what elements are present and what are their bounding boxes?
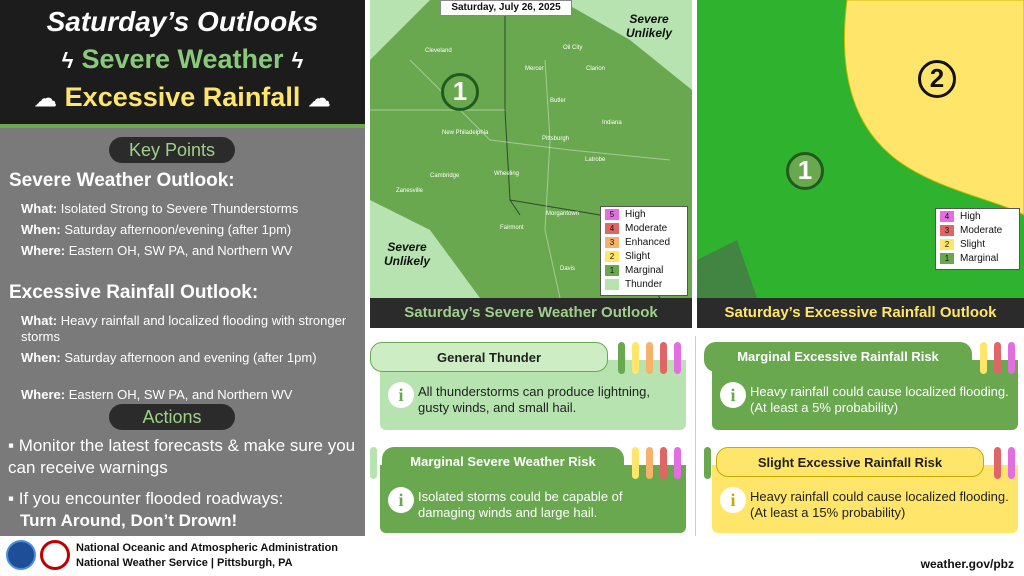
action-flooded-text: ▪ If you encounter flooded roadways:: [8, 489, 284, 508]
legend-swatch: 2: [940, 239, 954, 250]
legend-swatch: 2: [605, 251, 619, 262]
legend-item: [605, 265, 683, 279]
legend-item: [940, 253, 1015, 267]
level-tick: [980, 342, 987, 374]
noaa-logo: [6, 540, 36, 570]
level-tick: [1008, 342, 1015, 374]
city-label: Clarion: [586, 66, 606, 72]
severe-what: [21, 201, 351, 217]
key-points-pill: Key Points: [109, 137, 235, 163]
rain-where: [21, 387, 351, 403]
action-flooded-roads: [8, 488, 358, 532]
legend-swatch: 1: [940, 253, 954, 264]
level-tick: [704, 447, 711, 479]
info-icon: i: [388, 382, 414, 408]
city-label: Cambridge: [430, 173, 460, 179]
level-tick: [370, 447, 377, 479]
page-title: Saturday’s Outlooks: [46, 6, 319, 37]
city-label: Oil City: [563, 45, 583, 51]
city-label: Wheeling: [494, 171, 520, 177]
level-tick: [674, 447, 681, 479]
slight-risk-region: [844, 0, 1024, 215]
legend-label: Marginal: [625, 265, 664, 277]
legend-label: Thunder: [625, 279, 663, 291]
legend-swatch: 1: [605, 265, 619, 276]
legend-item: [940, 239, 1015, 253]
subtitle-severe-text: Severe Weather: [81, 44, 284, 74]
severe-when-label: When:: [21, 222, 61, 237]
city-label: Davis: [560, 266, 576, 272]
level-tick: [632, 447, 639, 479]
legend-swatch: 3: [940, 225, 954, 236]
info-icon: i: [720, 487, 746, 513]
severe-outlook-map: [370, 0, 692, 298]
city-label: Latrobe: [585, 157, 606, 163]
rain-cloud-icon: ☁: [34, 85, 57, 111]
general-thunder-title: General Thunder: [370, 342, 608, 372]
marginal-severe-desc: Isolated storms could be capable of damaging winds and large hail.: [418, 489, 623, 520]
severe-legend: [600, 206, 688, 296]
slight-rain-desc: Heavy rainfall could cause localized flooding. (At least a 15% probability): [750, 489, 1009, 520]
city-label: Pittsburgh: [542, 136, 570, 142]
city-label: Cleveland: [425, 48, 452, 54]
slight-risk-marker: 2: [918, 60, 956, 98]
rainfall-map-label: Saturday’s Excessive Rainfall Outlook: [697, 298, 1024, 328]
action-turn-around: Turn Around, Don’t Drown!: [20, 511, 238, 530]
rainfall-outlook-map: [697, 0, 1024, 298]
city-label: Butler: [550, 98, 566, 104]
map-date: Saturday, July 26, 2025: [440, 0, 572, 16]
legend-item: [940, 225, 1015, 239]
state-border-oh-pa: [505, 0, 520, 215]
level-tick: [994, 447, 1001, 479]
lightning-icon: ϟ: [61, 47, 74, 73]
level-tick: [646, 342, 653, 374]
highway: [545, 60, 560, 298]
level-tick: [646, 447, 653, 479]
level-tick: [994, 342, 1001, 374]
legend-item: [605, 209, 683, 223]
slight-rain-title: Slight Excessive Rainfall Risk: [716, 447, 984, 477]
severe-where: [21, 243, 351, 259]
severe-where-value: Eastern OH, SW PA, and Northern WV: [68, 243, 293, 258]
action-monitor: ▪ Monitor the latest forecasts & make sure you can receive warnings: [8, 436, 356, 477]
legend-item: [940, 211, 1015, 225]
office-name: National Weather Service | Pittsburgh, PA: [76, 557, 293, 569]
general-thunder-desc: All thunderstorms can produce lightning, gusty winds, and small hail.: [418, 384, 650, 415]
legend-label: High: [625, 209, 646, 221]
severe-outlook-title: Severe Weather Outlook:: [9, 170, 235, 191]
city-label: Indiana: [602, 120, 622, 126]
rain-when-label: When:: [21, 350, 61, 365]
severe-unlikely-ne: [626, 12, 672, 40]
rainfall-legend: [935, 208, 1020, 270]
legend-item: [605, 223, 683, 237]
card-divider: [695, 336, 696, 536]
legend-swatch: 4: [605, 223, 619, 234]
rain-when: [21, 350, 351, 366]
level-tick: [632, 342, 639, 374]
legend-swatch: 4: [940, 211, 954, 222]
level-tick: [674, 342, 681, 374]
severe-what-value: Isolated Strong to Severe Thunderstorms: [60, 201, 299, 216]
rain-what-label: What:: [21, 313, 58, 328]
rain-what-value: Heavy rainfall and localized flooding with stronger storms: [21, 313, 347, 344]
subtitle-rainfall: [0, 82, 365, 113]
legend-label: Moderate: [625, 223, 668, 235]
legend-label: Moderate: [960, 225, 1003, 237]
info-icon: i: [720, 382, 746, 408]
level-tick: [660, 342, 667, 374]
legend-label: Marginal: [960, 253, 999, 265]
severe-unlikely-ne-line2: Unlikely: [626, 26, 673, 40]
level-tick: [618, 342, 625, 374]
severe-unlikely-sw-line1: Severe: [387, 240, 427, 254]
no-risk-region: [697, 240, 757, 298]
rain-cloud-icon: ☁: [308, 85, 331, 111]
city-label: Fairmont: [500, 225, 524, 231]
severe-map-label: Saturday’s Severe Weather Outlook: [370, 298, 692, 328]
nws-logo: [40, 540, 70, 570]
level-tick: [1008, 447, 1015, 479]
marginal-rain-title: Marginal Excessive Rainfall Risk: [704, 342, 972, 372]
legend-item: [605, 251, 683, 265]
legend-label: Enhanced: [625, 237, 671, 249]
header: [0, 0, 365, 124]
legend-label: High: [960, 211, 981, 223]
legend-label: Slight: [625, 251, 651, 263]
agency-name: National Oceanic and Atmospheric Administration: [76, 542, 339, 554]
actions-pill: Actions: [109, 404, 235, 430]
lightning-icon: ϟ: [291, 47, 304, 73]
severe-unlikely-sw: [384, 240, 430, 268]
city-label: New Philadelphia: [442, 130, 489, 136]
level-tick: [660, 447, 667, 479]
city-label: Morgantown: [546, 211, 580, 217]
marginal-rain-desc: Heavy rainfall could cause localized flooding. (At least a 5% probability): [750, 384, 1009, 415]
rain-when-value: Saturday afternoon and evening (after 1pm): [64, 350, 317, 365]
legend-swatch: [605, 279, 619, 290]
marginal-risk-marker: 1: [786, 152, 824, 190]
marginal-severe-title: Marginal Severe Weather Risk: [382, 447, 624, 477]
legend-item: [605, 237, 683, 251]
marginal-risk-marker: 1: [441, 73, 479, 111]
rain-where-label: Where:: [21, 387, 66, 402]
legend-swatch: 3: [605, 237, 619, 248]
header-divider: [0, 124, 365, 128]
rain-where-value: Eastern OH, SW PA, and Northern WV: [68, 387, 293, 402]
severe-when: [21, 222, 351, 238]
thunder-region-nw: [370, 0, 430, 60]
website-link[interactable]: weather.gov/pbz: [920, 557, 1014, 571]
severe-what-label: What:: [21, 201, 58, 216]
info-icon: i: [388, 487, 414, 513]
city-label: Zanesville: [396, 188, 424, 194]
legend-swatch: 5: [605, 209, 619, 220]
subtitle-severe: [0, 44, 365, 75]
severe-unlikely-sw-line2: Unlikely: [384, 254, 431, 268]
rain-what: [21, 313, 351, 345]
rainfall-outlook-title: Excessive Rainfall Outlook:: [9, 282, 259, 303]
city-label: Mercer: [525, 66, 544, 72]
legend-label: Slight: [960, 239, 986, 251]
subtitle-rainfall-text: Excessive Rainfall: [64, 82, 301, 112]
severe-when-value: Saturday afternoon/evening (after 1pm): [64, 222, 292, 237]
legend-item: [605, 279, 683, 293]
severe-unlikely-ne-line1: Severe: [629, 12, 669, 26]
severe-where-label: Where:: [21, 243, 66, 258]
